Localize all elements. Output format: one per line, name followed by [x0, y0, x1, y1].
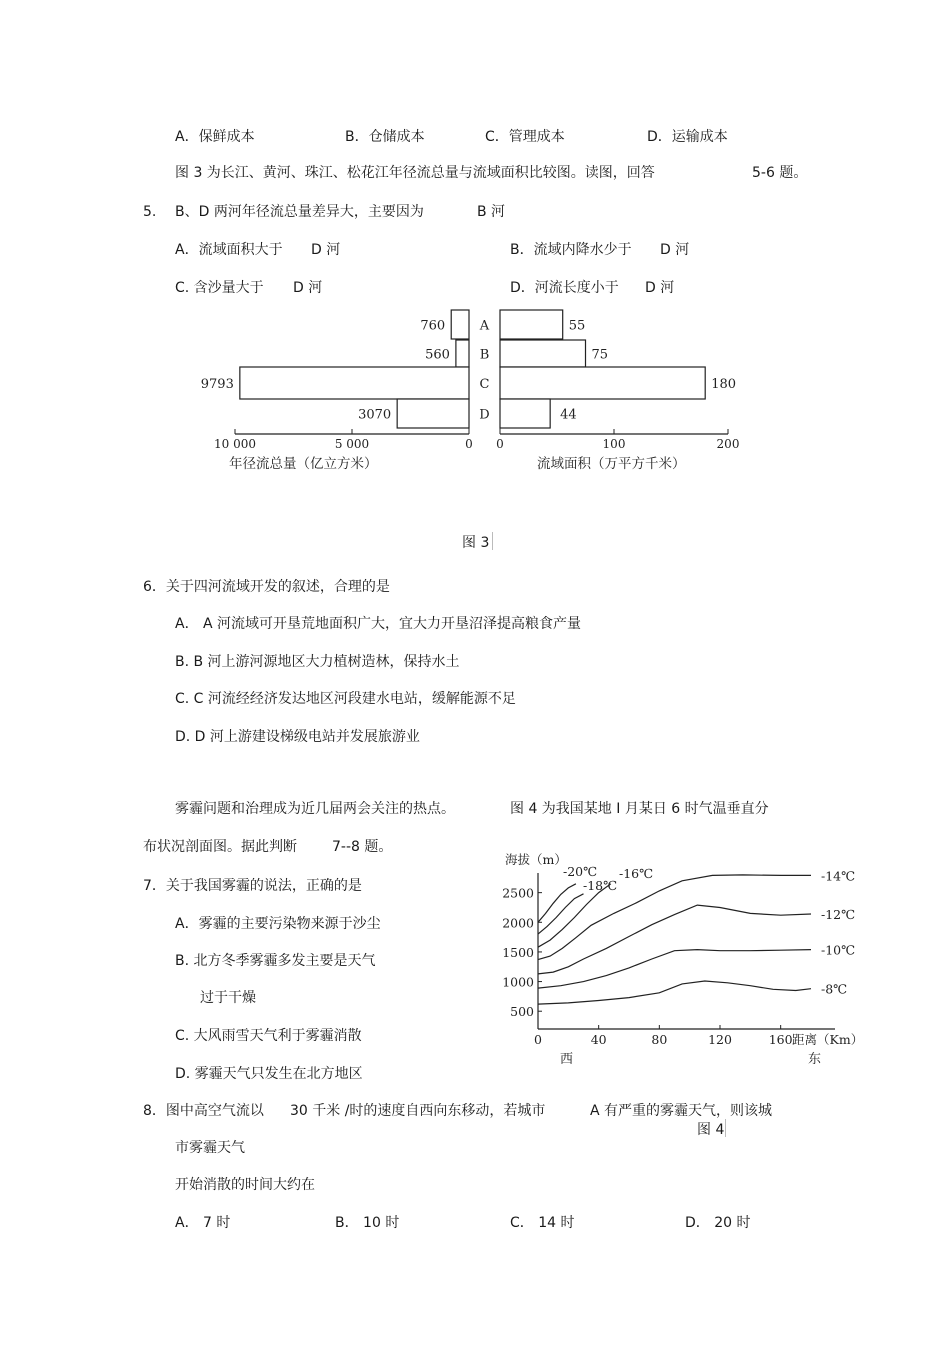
left-axis-tick-label: 0: [465, 437, 473, 451]
x-tick-label: 120: [708, 1032, 732, 1047]
q6-option-b: B. B 河上游河源地区大力植树造林，保持水土: [175, 654, 460, 670]
q8-option-c: C． 14 时: [510, 1215, 575, 1231]
x-tick-label: 40: [590, 1032, 607, 1047]
fig4-intro-part2: 图 4 为我国某地 I 月某日 6 时气温垂直分: [510, 801, 769, 817]
figure-3-bar-chart: [195, 300, 755, 480]
area-value-label-B: 75: [591, 347, 609, 363]
q5-option-d: D．河流长度小于: [510, 280, 619, 296]
y-tick-label: 500: [510, 1004, 534, 1020]
q8-stem-part3: A 有严重的雾霾天气，则该城: [590, 1103, 773, 1119]
left-axis-tick-label: 5 000: [334, 437, 370, 451]
q6-option-a: A． A 河流域可开垦荒地面积广大，宜大力开垦沼泽提高粮食产量: [175, 616, 582, 632]
right-axis-tick-label: 200: [716, 437, 740, 451]
q8-line2: 市雾霾天气: [175, 1140, 245, 1156]
isotherm-label-minus8: -8℃: [821, 981, 848, 997]
x-tick-label: 0: [534, 1032, 542, 1047]
x-tick-label: 160: [768, 1032, 793, 1047]
x-axis-title: 距离（Km）: [792, 1032, 864, 1047]
y-axis-title: 海拔（m）: [505, 852, 567, 867]
q7-option-c: C. 大风雨雪天气利于雾霾消散: [175, 1028, 362, 1044]
fig4-intro-range: 7--8 题。: [332, 839, 393, 855]
area-value-label-C: 180: [711, 377, 737, 392]
y-tick-label: 2000: [502, 915, 534, 931]
isotherm-label-minus14: -14℃: [821, 868, 856, 884]
left-axis-tick-label: 10 000: [214, 437, 256, 451]
q6-option-c: C. C 河流经经济发达地区河段建水电站，缓解能源不足: [175, 691, 516, 707]
direction-label-west: 西: [560, 1052, 574, 1067]
area-value-label-D: 44: [560, 407, 577, 423]
q7-option-d: D. 雾霾天气只发生在北方地区: [175, 1066, 363, 1082]
area-bar-A: [500, 310, 563, 339]
q4-option-c: C．管理成本: [485, 129, 565, 145]
q5-number: 5.: [143, 204, 157, 220]
runoff-bar-C: [240, 367, 469, 399]
q5-option-c-tail: D 河: [293, 280, 323, 296]
q4-option-d: D．运输成本: [647, 129, 728, 145]
q6-option-d: D. D 河上游建设梯级电站并发展旅游业: [175, 729, 420, 745]
area-bar-C: [500, 367, 705, 399]
isotherm-line--14c: [538, 875, 811, 960]
category-label-A: A: [479, 318, 490, 334]
y-tick-label: 2500: [502, 885, 534, 901]
right-axis-tick-label: 0: [496, 437, 504, 451]
isotherm-label-minus12: -12℃: [821, 906, 856, 922]
q5-stem: B、D 两河年径流总量差异大，主要因为: [175, 204, 424, 220]
q8-option-b: B． 10 时: [335, 1215, 400, 1231]
runoff-value-label-C: 9793: [200, 377, 234, 392]
q5-stem-tail: B 河: [477, 204, 506, 220]
runoff-bar-D: [397, 399, 469, 428]
q5-option-b: B．流域内降水少于: [510, 242, 632, 258]
isotherm-label-minus16: -16℃: [619, 866, 654, 881]
runoff-bar-A: [451, 310, 469, 339]
runoff-value-label-A: 760: [420, 318, 446, 334]
isotherm-line--8c: [538, 981, 811, 1004]
figure-4-line-chart: [495, 845, 895, 1070]
category-label-C: C: [479, 377, 490, 392]
figure-3-caption: 图 3: [462, 535, 490, 551]
isotherm-line--16c: [538, 884, 611, 947]
area-bar-B: [500, 340, 586, 367]
q7-option-a: A．雾霾的主要污染物来源于沙尘: [175, 916, 381, 932]
area-value-label-A: 55: [568, 318, 586, 334]
fig4-intro-part1: 雾霾问题和治理成为近几届两会关注的热点。: [175, 801, 455, 817]
isotherm-line--12c: [538, 905, 811, 974]
q7-stem: 7．关于我国雾霾的说法，正确的是: [143, 878, 362, 894]
direction-label-east: 东: [808, 1052, 822, 1067]
fig4-intro-part3: 布状况剖面图。据此判断: [143, 839, 297, 855]
area-bar-D: [500, 399, 550, 428]
q8-line3: 开始消散的时间大约在: [175, 1177, 315, 1193]
fig3-intro: 图 3 为长江、黄河、珠江、松花江年径流总量与流域面积比较图。读图，回答: [175, 165, 655, 181]
caption-divider: [492, 532, 493, 550]
right-axis-title: 流域面积（万平方千米）: [537, 456, 686, 472]
q5-option-d-tail: D 河: [645, 280, 675, 296]
q6-stem: 6．关于四河流域开发的叙述，合理的是: [143, 579, 390, 595]
q5-option-a-tail: D 河: [311, 242, 341, 258]
isotherm-label-minus10: -10℃: [821, 942, 856, 958]
q7-option-b-line2: 过于干燥: [200, 990, 256, 1006]
runoff-value-label-B: 560: [425, 347, 450, 363]
runoff-bar-B: [456, 340, 469, 367]
q7-option-b-line1: B. 北方冬季雾霾多发主要是天气: [175, 953, 376, 969]
caption-divider-2: [725, 1119, 726, 1137]
isotherm-line--10c: [538, 950, 811, 989]
x-tick-label: 80: [651, 1032, 668, 1047]
left-axis-title: 年径流总量（亿立方米）: [229, 456, 378, 472]
q4-option-a: A．保鲜成本: [175, 129, 255, 145]
isotherm-label-minus20: -20℃: [563, 864, 598, 879]
category-label-B: B: [479, 347, 490, 363]
q8-option-d: D． 20 时: [685, 1215, 751, 1231]
q5-option-a: A．流域面积大于: [175, 242, 283, 258]
fig3-intro-range: 5-6 题。: [752, 165, 808, 181]
isotherm-label-minus18: -18℃: [583, 878, 618, 893]
y-tick-label: 1000: [502, 974, 534, 990]
figure-4-caption: 图 4: [697, 1122, 725, 1138]
q5-option-b-tail: D 河: [660, 242, 690, 258]
q8-option-a: A． 7 时: [175, 1215, 231, 1231]
category-label-D: D: [479, 407, 490, 423]
runoff-value-label-D: 3070: [358, 407, 392, 423]
y-tick-label: 1500: [502, 944, 534, 960]
q8-stem-part1: 8．图中高空气流以: [143, 1103, 264, 1119]
right-axis-tick-label: 100: [602, 437, 626, 451]
q4-option-b: B．仓储成本: [345, 129, 425, 145]
q5-option-c: C. 含沙量大于: [175, 280, 264, 296]
q8-stem-part2: 30 千米 /时的速度自西向东移动，若城市: [290, 1103, 546, 1119]
